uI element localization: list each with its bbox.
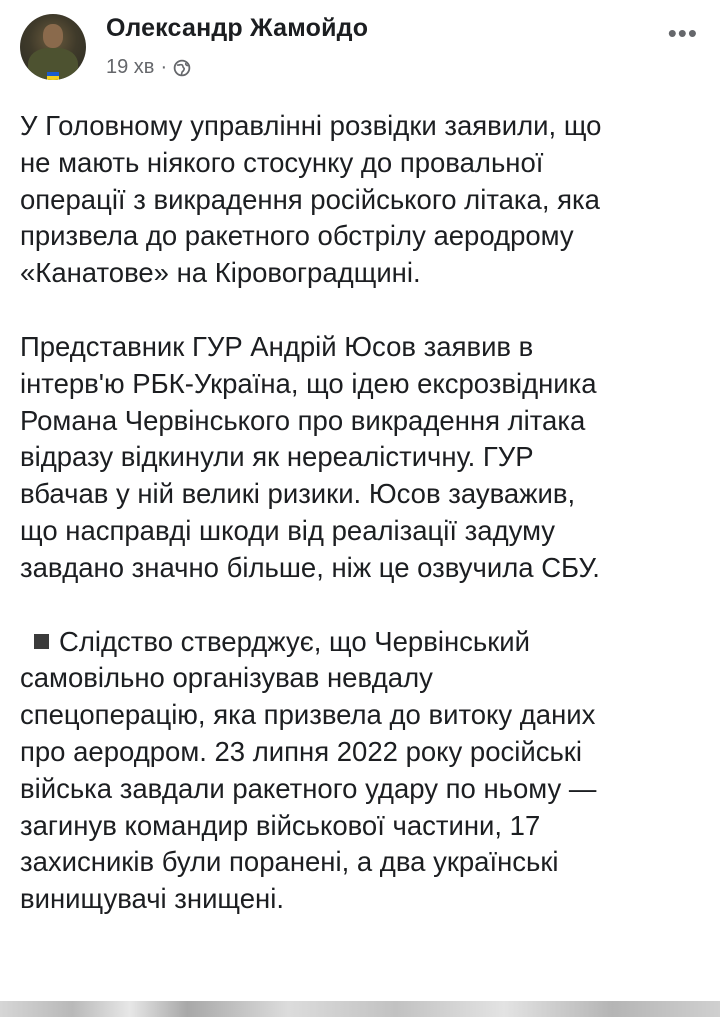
more-options-icon[interactable]: •••: [667, 18, 698, 48]
post-header: [0, 0, 720, 96]
author-avatar[interactable]: [20, 14, 86, 80]
post-paragraph-3: [20, 624, 710, 918]
ukraine-flag-icon: [47, 72, 59, 80]
post-body: [20, 108, 710, 918]
bullet-rest: самовільно організував невдалу спецоперацію, яка призвела до витоку даних про аеродром. 23 липня 2022 року російські війська завдали ракетного удару по ньому — загинув командир військової частини, 17 захисників були поранені, а два українські винищувачі знищені.: [20, 662, 597, 915]
square-bullet-icon: [34, 634, 49, 649]
author-name[interactable]: Олександр Жамойдо: [106, 14, 369, 42]
meta-separator: ·: [160, 56, 168, 78]
post-paragraph-2: Представник ГУР Андрій Юсов заявив в інтерв'ю РБК-Україна, що ідею ексрозвідника Романа Червінського про викрадення літака відразу відкинули як нереалістичну. ГУР вбачав у ній великі ризики. Юсов зауважив, що насправді шкоди від реалізації задуму завдано значно більше, ніж це озвучила СБУ.: [20, 330, 600, 583]
globe-icon[interactable]: [173, 59, 191, 77]
post-paragraph-1: У Головному управлінні розвідки заявили, що не мають ніякого стосунку до провальної операції з викрадення російського літака, яка призвела до ракетного обстрілу аеродрому «Канатове» на Кіровоградщині.: [20, 110, 602, 289]
post-meta: [106, 56, 191, 79]
avatar-head: [43, 24, 63, 48]
bullet-first-line: Слідство стверджує, що Червінський: [59, 625, 530, 657]
post-time[interactable]: 19 хв: [106, 56, 155, 78]
attached-image-preview[interactable]: [0, 1001, 720, 1017]
